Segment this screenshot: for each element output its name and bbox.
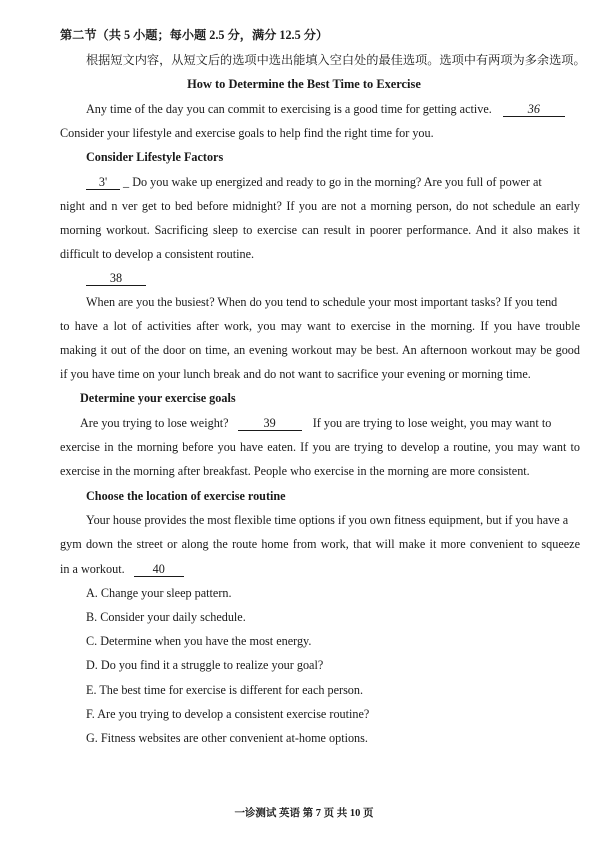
option-e: E. The best time for exercise is different for each person. bbox=[86, 683, 364, 697]
intro-line-2: Consider your lifestyle and exercise goals to help find the right time for you. bbox=[60, 126, 434, 140]
p38-line-2: to have a lot of activities after work, you may want to exercise in the morning. If you have trouble bbox=[60, 319, 580, 333]
p40-line-2: gym down the street or along the route home from work, that will make it more convenient to squeeze bbox=[60, 537, 580, 551]
blank-37-tail: _ bbox=[123, 175, 130, 189]
blank-40: 40 bbox=[134, 562, 184, 577]
p37-text-1: Do you wake up energized and ready to go in the morning? Are you full of power at bbox=[132, 175, 542, 189]
p39-lead: Are you trying to lose weight? bbox=[80, 416, 229, 430]
blank-37: 3' bbox=[86, 175, 120, 190]
option-g: G. Fitness websites are other convenient at-home options. bbox=[86, 731, 368, 745]
p40-lead: in a workout. bbox=[60, 562, 125, 576]
option-b: B. Consider your daily schedule. bbox=[86, 610, 246, 624]
p37-line-2: night and n ver get to bed before midnight? If you are not a morning person, do not schedule an early bbox=[60, 199, 580, 213]
p39-line-1 bbox=[80, 415, 580, 431]
option-c: C. Determine when you have the most energy. bbox=[86, 634, 312, 648]
p40-line-3 bbox=[60, 561, 580, 577]
heading-location: Choose the location of exercise routine bbox=[86, 489, 286, 503]
article-title: How to Determine the Best Time to Exercise bbox=[187, 77, 421, 91]
p38-line-1: When are you the busiest? When do you tend to schedule your most important tasks? If you tend bbox=[86, 295, 558, 309]
p38-line-3: making it out of the door on time, an evening workout may be best. An afternoon workout may be good bbox=[60, 343, 580, 357]
p37-line-4: difficult to develop a consistent routine. bbox=[60, 247, 255, 261]
intro-text: Any time of the day you can commit to exercising is a good time for getting active. bbox=[86, 102, 492, 116]
p39-rest: If you are trying to lose weight, you may want to bbox=[312, 416, 552, 430]
instructions: 根据短文内容，从短文后的选项中选出能填入空白处的最佳选项。选项中有两项为多余选项。 bbox=[86, 53, 586, 67]
p40-line-1: Your house provides the most flexible time options if you own fitness equipment, but if you have a bbox=[86, 513, 569, 527]
blank-38: 38 bbox=[86, 271, 146, 286]
p39-line-2: exercise in the morning before you have eaten. If you are trying to develop a routine, you may want to bbox=[60, 440, 580, 454]
blank-38-line bbox=[86, 270, 606, 286]
p37-line-1 bbox=[86, 174, 580, 190]
p38-line-4: if you have time on your lunch break and do not want to sacrifice your evening or morning time. bbox=[60, 367, 531, 381]
heading-lifestyle: Consider Lifestyle Factors bbox=[86, 150, 224, 164]
blank-39: 39 bbox=[238, 416, 302, 431]
option-f: F. Are you trying to develop a consistent exercise routine? bbox=[86, 707, 370, 721]
page-footer: 一诊测试 英语 第 7 页 共 10 页 bbox=[234, 808, 374, 819]
option-d: D. Do you find it a struggle to realize your goal? bbox=[86, 658, 324, 672]
section-header: 第二节（共 5 小题；每小题 2.5 分，满分 12.5 分） bbox=[60, 28, 329, 42]
option-a: A. Change your sleep pattern. bbox=[86, 586, 232, 600]
p37-line-3: morning workout. Sacrificing sleep to exercise can result in poorer performance. And it also makes it bbox=[60, 223, 580, 237]
heading-goals: Determine your exercise goals bbox=[80, 391, 236, 405]
p39-line-3: exercise in the morning after breakfast. People who exercise in the morning are more consistent. bbox=[60, 464, 530, 478]
intro-line-1 bbox=[86, 101, 580, 117]
blank-36: 36 bbox=[503, 102, 565, 117]
